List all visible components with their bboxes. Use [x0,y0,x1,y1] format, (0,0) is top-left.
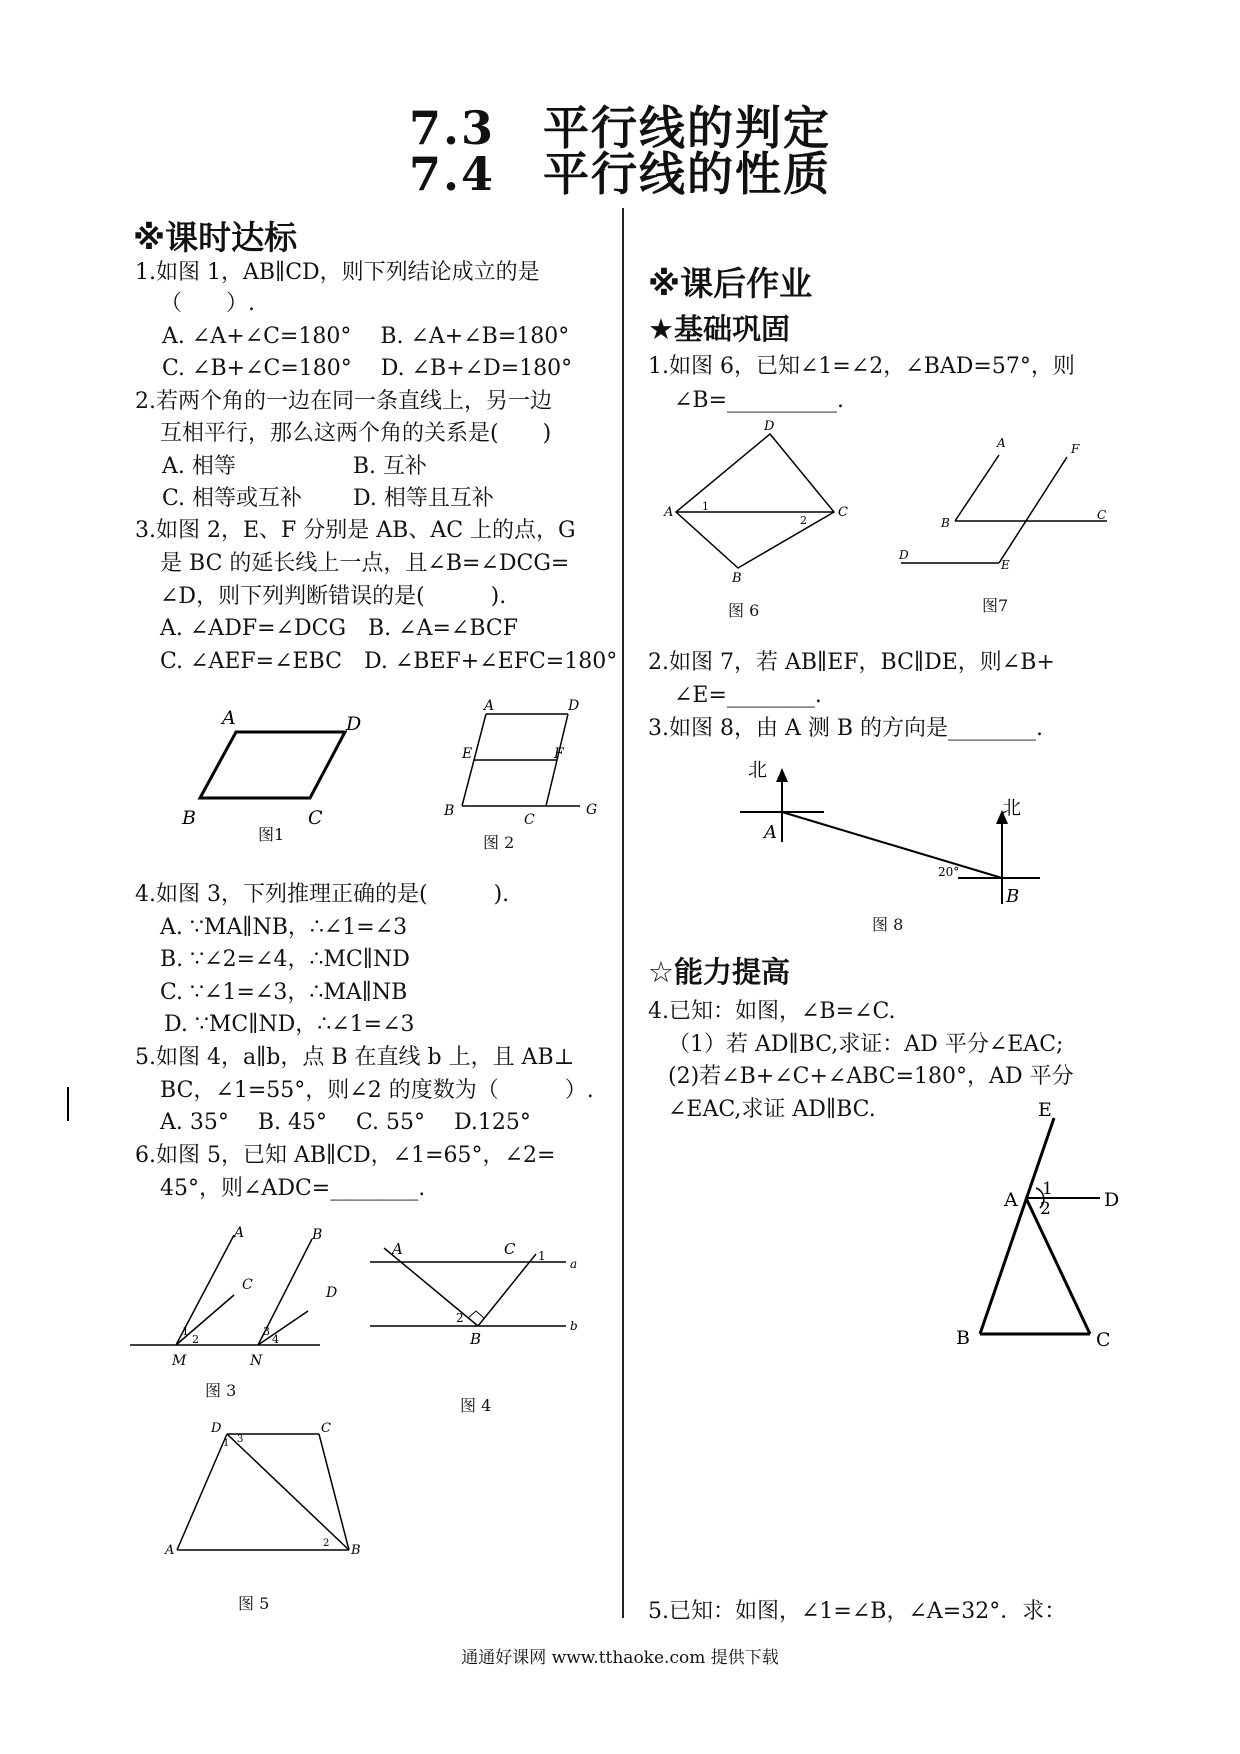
title-line-2: 7.4 平行线的性质 [408,147,832,201]
footer: 通通好课网 www.tthaoke.com 提供下载 [461,1648,779,1668]
question-line: 3.如图 8，由 A 测 B 的方向是________. [648,716,1044,741]
angle-1: 1 [538,1249,546,1263]
question-line: 3.如图 2，E、F 分别是 AB、AC 上的点，G [135,518,576,543]
question-line: ∠E=________. [674,683,822,708]
question-line: （1）若 AD∥BC,求证：AD 平分∠EAC; [668,1032,1064,1057]
question-line: 2.如图 7，若 AB∥EF，BC∥DE，则∠B+ [648,650,1055,675]
angle-2: 2 [1040,1199,1051,1219]
north-label: 北 [748,759,768,781]
figure-1-caption: 图1 [258,825,285,844]
question-line: 是 BC 的延长线上一点，且∠B=∠DCG= [160,551,570,576]
label-a: A [664,505,674,520]
question-line: 2.若两个角的一边在同一条直线上，另一边 [135,389,552,414]
option-line: C. ∠AEF=∠EBC D. ∠BEF+∠EFC=180° [160,649,618,674]
question-line: (2)若∠B+∠C+∠ABC=180°，AD 平分 [668,1064,1074,1089]
option-line: A. ∵MA∥NB，∴∠1=∠3 [160,915,408,940]
figure-5 [165,1420,365,1560]
label-a: A [484,698,495,714]
option-line: A. ∠A+∠C=180° B. ∠A+∠B=180° [162,324,570,349]
question-line: ∠EAC,求证 AD∥BC. [668,1097,876,1122]
label-c: C [242,1277,253,1293]
option-line: C. ∵∠1=∠3，∴MA∥NB [160,980,408,1005]
option-line: C. 相等或互补 D. 相等且互补 [162,486,494,511]
figure-3 [130,1225,338,1369]
label-b: B [956,1327,970,1349]
angle-1: 1 [702,500,709,513]
north-label: 北 [1002,797,1022,819]
figure-6 [660,419,860,586]
label-f: F [1071,442,1080,456]
left-heading: ※课时达标 [133,218,298,257]
question-line: 1.如图 6，已知∠1=∠2，∠BAD=57°，则 [648,354,1075,379]
question-line: 6.如图 5，已知 AB∥CD，∠1=65°，∠2= [135,1143,556,1168]
label-c: C [1096,1329,1111,1351]
label-e: E [1001,558,1010,572]
angle-1: 1 [1042,1179,1053,1199]
label-e: E [462,746,473,762]
angle-4: 4 [272,1333,279,1346]
label-b: B [1006,886,1020,907]
label-c: C [838,505,848,520]
column-divider [622,208,624,1618]
label-a: A [165,1543,175,1558]
figure-7 [895,435,1115,575]
label-a: A [764,822,777,843]
option-line: D. ∵MC∥ND，∴∠1=∠3 [164,1012,415,1037]
question-line: 4.已知：如图，∠B=∠C. [648,999,896,1024]
question-line: ∠D，则下列判断错误的是( ). [160,584,507,609]
question-line: （ ）. [160,291,255,316]
figure-8-caption: 图 8 [872,915,904,934]
question-line: 45°，则∠ADC=________. [160,1176,426,1201]
figure-6-caption: 图 6 [728,601,760,620]
label-b: B [444,803,455,819]
label-line-b: b [570,1319,578,1333]
label-d: D [326,1285,338,1301]
label-b: B [470,1330,482,1348]
label-a: A [392,1240,403,1258]
option-line: A. 35° B. 45° C. 55° D.125° [160,1110,531,1135]
label-c: C [1097,508,1107,522]
figure-4 [370,1240,590,1350]
text-cursor [67,1087,69,1121]
label-m: M [172,1353,187,1369]
figure-question-4 [940,1099,1140,1351]
label-b: B [351,1543,361,1558]
angle-2: 2 [323,1538,330,1549]
question-line: 4.如图 3，下列推理正确的是( ). [135,882,510,907]
label-d: D [899,548,909,562]
figure-5-caption: 图 5 [238,1594,270,1613]
angle-label: 20° [938,865,960,879]
label-d: D [764,419,775,434]
angle-2: 2 [192,1333,199,1346]
label-g: G [586,802,598,818]
angle-3: 3 [237,1434,244,1445]
label-line-a: a [570,1257,578,1271]
question-line: ∠B=__________. [674,388,845,413]
angle-3: 3 [263,1325,270,1338]
figure-2 [440,700,610,830]
label-a: A [997,436,1006,450]
label-c: C [504,1240,516,1258]
question-line: 互相平行，那么这两个角的关系是( ) [160,421,552,446]
label-b: B [182,807,196,829]
label-n: N [250,1353,263,1369]
option-line: C. ∠B+∠C=180° D. ∠B+∠D=180° [162,356,573,381]
angle-2: 2 [456,1311,464,1325]
angle-1: 1 [223,1438,230,1449]
figure-7-caption: 图7 [982,596,1009,615]
label-b: B [312,1227,323,1243]
question-line: BC，∠1=55°，则∠2 的度数为（ ）. [160,1078,594,1103]
right-heading: ※课后作业 [648,264,813,303]
label-b: B [732,571,742,586]
label-d: D [346,713,362,735]
subheading-basic: ★基础巩固 [648,312,790,346]
label-b: B [941,516,950,530]
angle-1: 1 [182,1325,189,1338]
figure-4-caption: 图 4 [460,1396,492,1415]
figure-8 [740,752,1060,912]
figure-1 [170,700,370,830]
title-line-1: 7.3 平行线的判定 [408,101,832,155]
label-f: F [554,746,564,762]
figure-2-caption: 图 2 [483,833,515,852]
label-a: A [234,1225,245,1241]
label-d: D [1104,1189,1120,1211]
question-line: 5.已知：如图，∠1=∠B，∠A=32°．求： [648,1599,1067,1624]
option-line: A. 相等 B. 互补 [162,454,428,479]
question-line: 5.如图 4，a∥b，点 B 在直线 b 上，且 AB⊥ [135,1045,575,1070]
label-c: C [308,807,323,829]
label-e: E [1038,1099,1052,1121]
figure-3-caption: 图 3 [205,1381,237,1400]
label-a: A [1004,1189,1018,1211]
option-line: B. ∵∠2=∠4，∴MC∥ND [160,947,410,972]
angle-2: 2 [800,514,807,527]
label-d: D [211,1421,222,1436]
question-line: 1.如图 1，AB∥CD，则下列结论成立的是 [135,260,540,285]
option-line: A. ∠ADF=∠DCG B. ∠A=∠BCF [160,616,519,641]
label-d: D [568,698,580,714]
label-c: C [524,812,535,828]
subheading-advanced: ☆能力提高 [648,955,790,989]
label-c: C [321,1421,331,1436]
label-a: A [222,707,236,729]
